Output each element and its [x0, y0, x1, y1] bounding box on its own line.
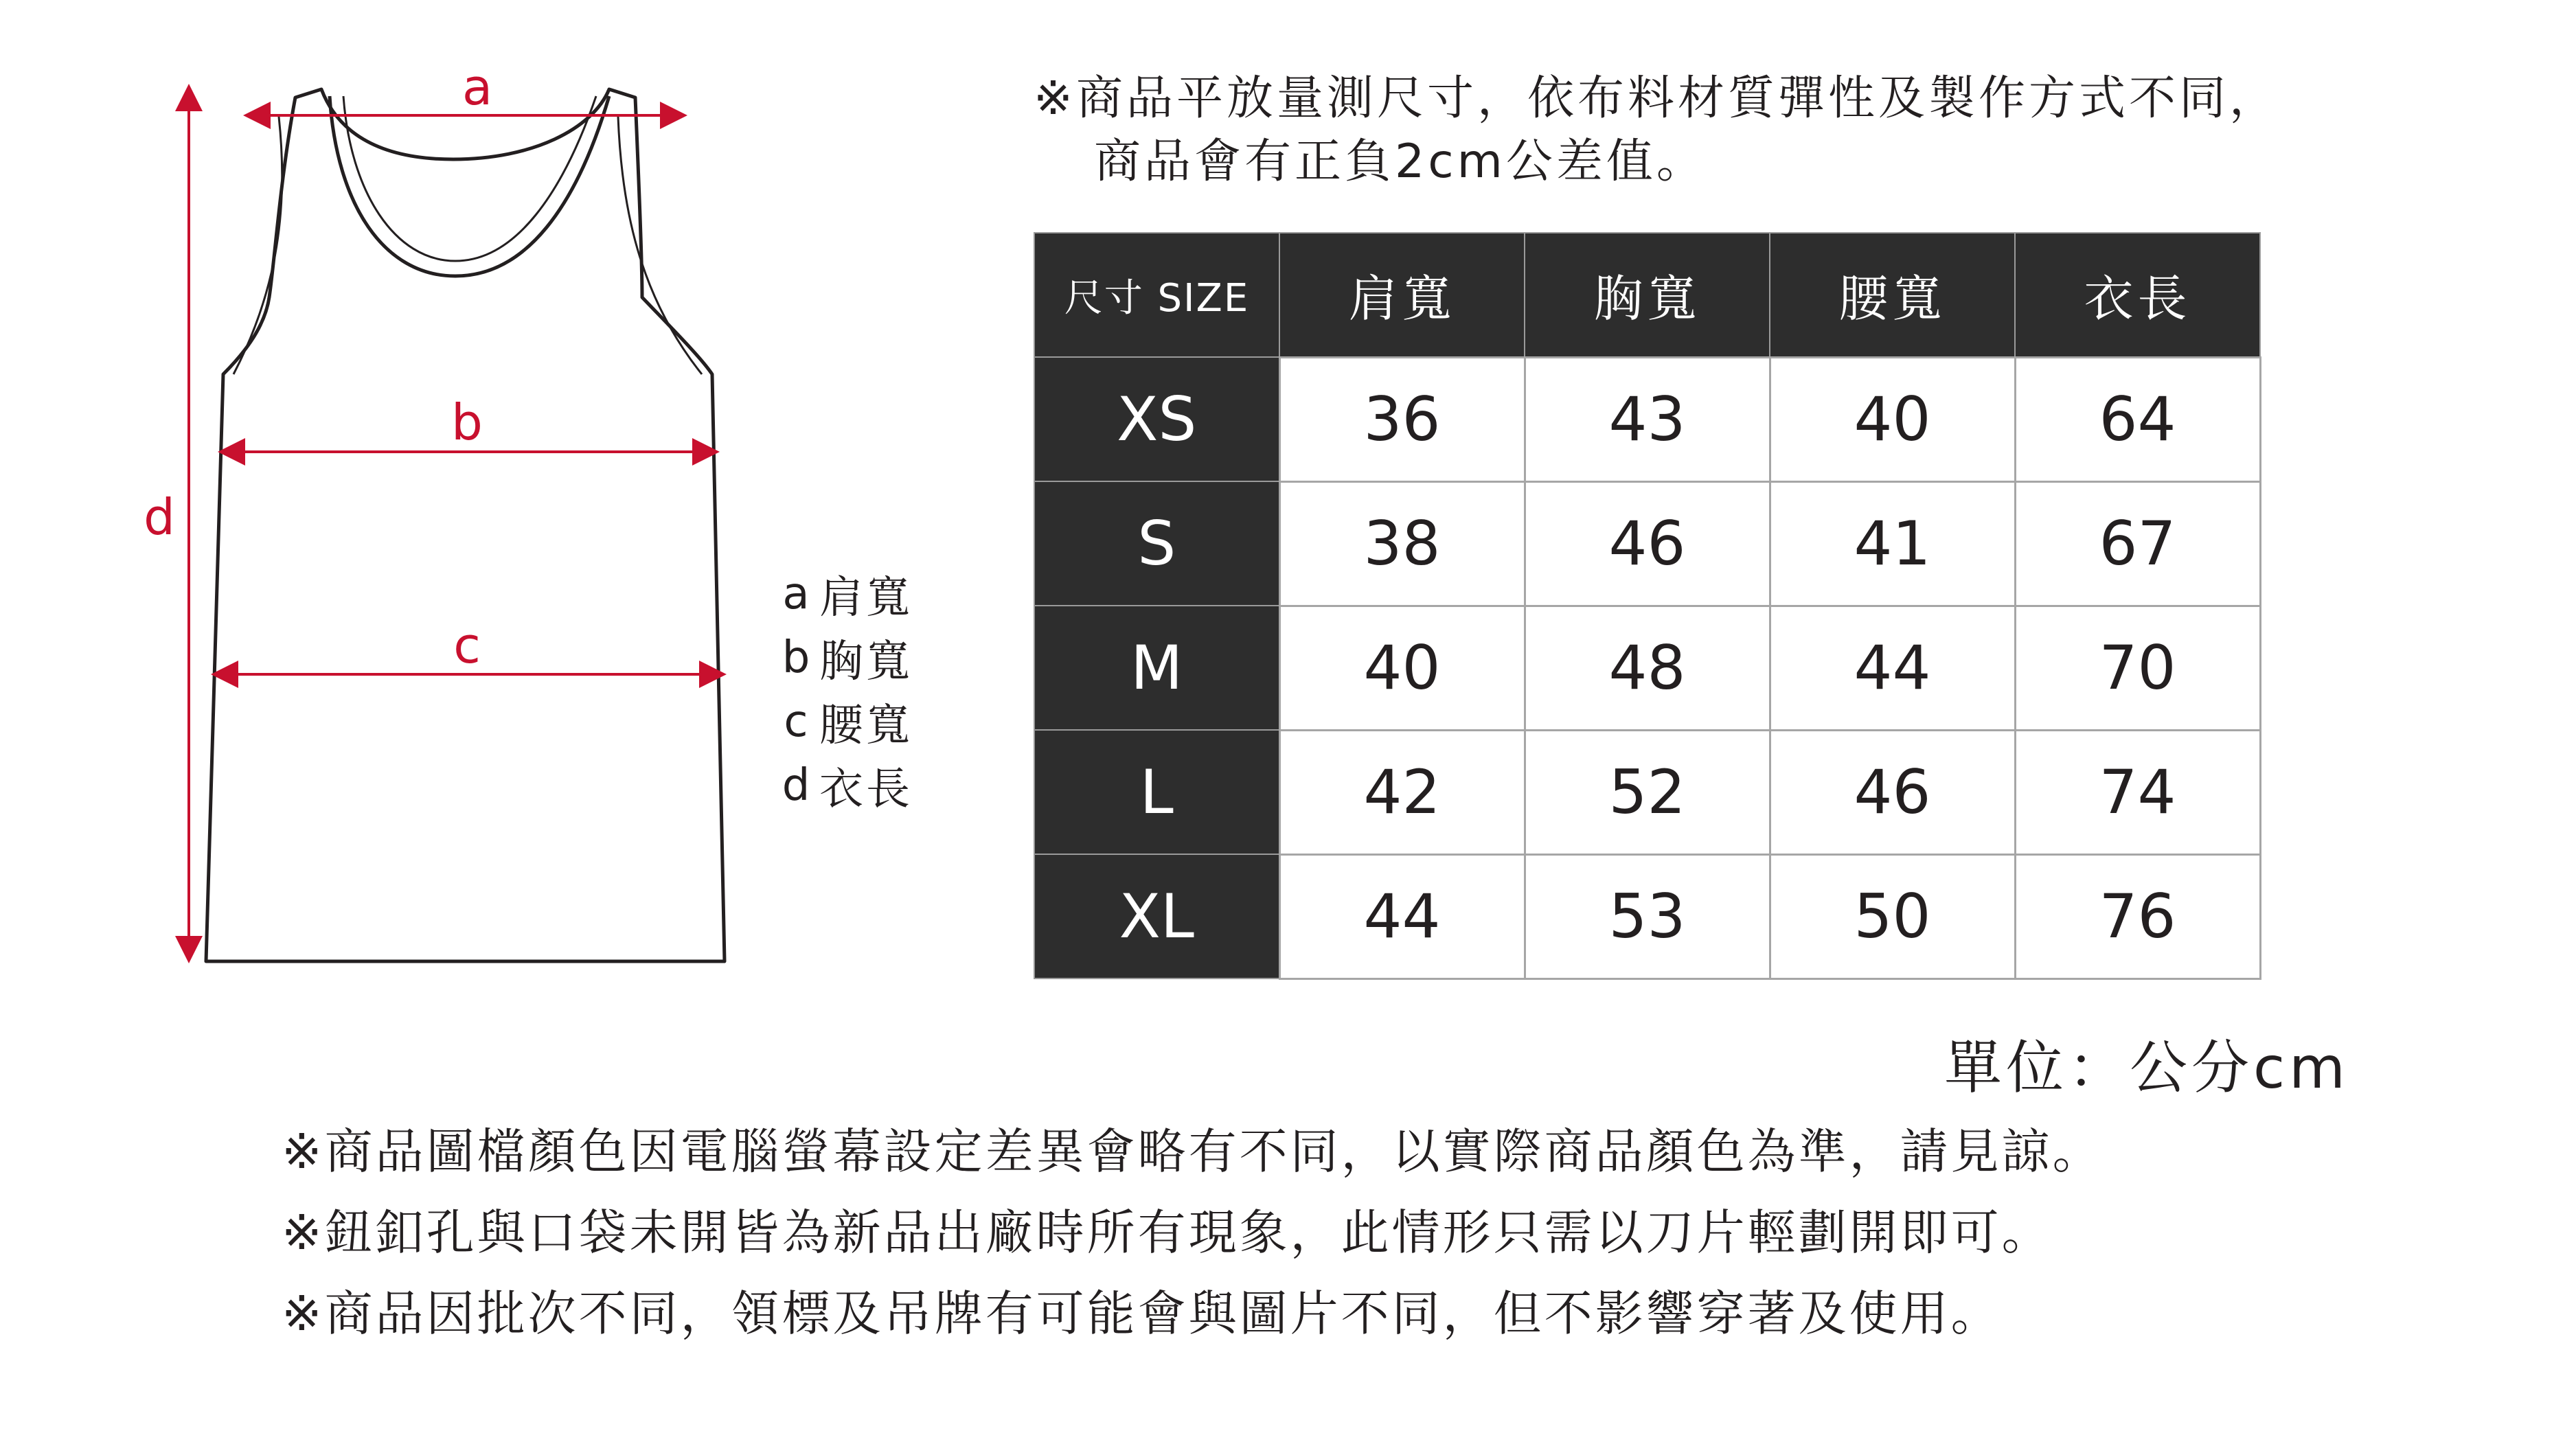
table-cell: 53 — [1525, 854, 1770, 978]
legend-item — [773, 626, 979, 689]
measurement-note — [1034, 67, 2279, 194]
table-row — [1034, 606, 2260, 730]
table-corner-header: 尺寸 SIZE — [1034, 233, 1279, 357]
table-row — [1034, 730, 2260, 854]
table-cell: 42 — [1279, 730, 1525, 854]
legend-item — [773, 753, 979, 817]
unit-label: 單位：公分cm — [1944, 1034, 2349, 1101]
table-row — [1034, 854, 2260, 978]
column-header: 衣長 — [2015, 233, 2260, 357]
dimension-label-d: d — [144, 488, 175, 546]
legend-key: b — [782, 632, 810, 683]
bottom-note: ※鈕釦孔與口袋未開皆為新品出廠時所有現象，此情形只需以刀片輕劃開即可。 — [282, 1204, 2053, 1261]
bottom-notes — [282, 1111, 2104, 1354]
table-cell: 70 — [2015, 606, 2260, 730]
table-cell: 44 — [1279, 854, 1525, 978]
garment-outline — [206, 89, 725, 961]
size-label: L — [1034, 730, 1279, 854]
size-label: XL — [1034, 854, 1279, 978]
table-cell: 44 — [1770, 606, 2015, 730]
table-cell: 41 — [1770, 481, 2015, 606]
table-cell: 38 — [1279, 481, 1525, 606]
measurement-note-line1: ※商品平放量測尺寸，依布料材質彈性及製作方式不同， — [1034, 71, 2279, 126]
legend-item — [773, 562, 979, 626]
legend-item — [773, 689, 979, 753]
table-cell: 64 — [2015, 357, 2260, 481]
measurement-note-line2: 商品會有正負2cm公差值。 — [1094, 135, 1707, 189]
tank-top-diagram — [0, 0, 961, 1030]
table-cell: 40 — [1770, 357, 2015, 481]
table-row — [1034, 357, 2260, 481]
dimension-label-a: a — [461, 58, 493, 116]
table-cell: 43 — [1525, 357, 1770, 481]
measurement-legend — [773, 562, 979, 817]
size-chart-table — [1034, 232, 2261, 980]
bottom-note: ※商品圖檔顏色因電腦螢幕設定差異會略有不同，以實際商品顏色為準，請見諒。 — [282, 1123, 2104, 1180]
table-cell: 52 — [1525, 730, 1770, 854]
table-cell: 46 — [1770, 730, 2015, 854]
legend-label: 腰寬 — [819, 700, 913, 751]
legend-label: 肩寬 — [819, 572, 913, 623]
column-header: 胸寬 — [1525, 233, 1770, 357]
table-cell: 36 — [1279, 357, 1525, 481]
size-label: S — [1034, 481, 1279, 606]
size-label: M — [1034, 606, 1279, 730]
table-cell: 50 — [1770, 854, 2015, 978]
table-cell: 67 — [2015, 481, 2260, 606]
column-header: 肩寬 — [1279, 233, 1525, 357]
table-cell: 74 — [2015, 730, 2260, 854]
column-header: 腰寬 — [1770, 233, 2015, 357]
legend-label: 衣長 — [819, 764, 913, 815]
legend-key: d — [782, 759, 810, 811]
table-cell: 48 — [1525, 606, 1770, 730]
table-cell: 46 — [1525, 481, 1770, 606]
legend-label: 胸寬 — [819, 636, 913, 687]
dimension-label-c: c — [453, 617, 481, 674]
dimension-label-b: b — [451, 393, 483, 451]
table-header-row — [1034, 233, 2260, 357]
bottom-note: ※商品因批次不同，領標及吊牌有可能會與圖片不同，但不影響穿著及使用。 — [282, 1285, 2002, 1342]
table-cell: 76 — [2015, 854, 2260, 978]
size-label: XS — [1034, 357, 1279, 481]
table-cell: 40 — [1279, 606, 1525, 730]
legend-key: c — [784, 696, 808, 747]
table-row — [1034, 481, 2260, 606]
legend-key: a — [782, 568, 810, 619]
